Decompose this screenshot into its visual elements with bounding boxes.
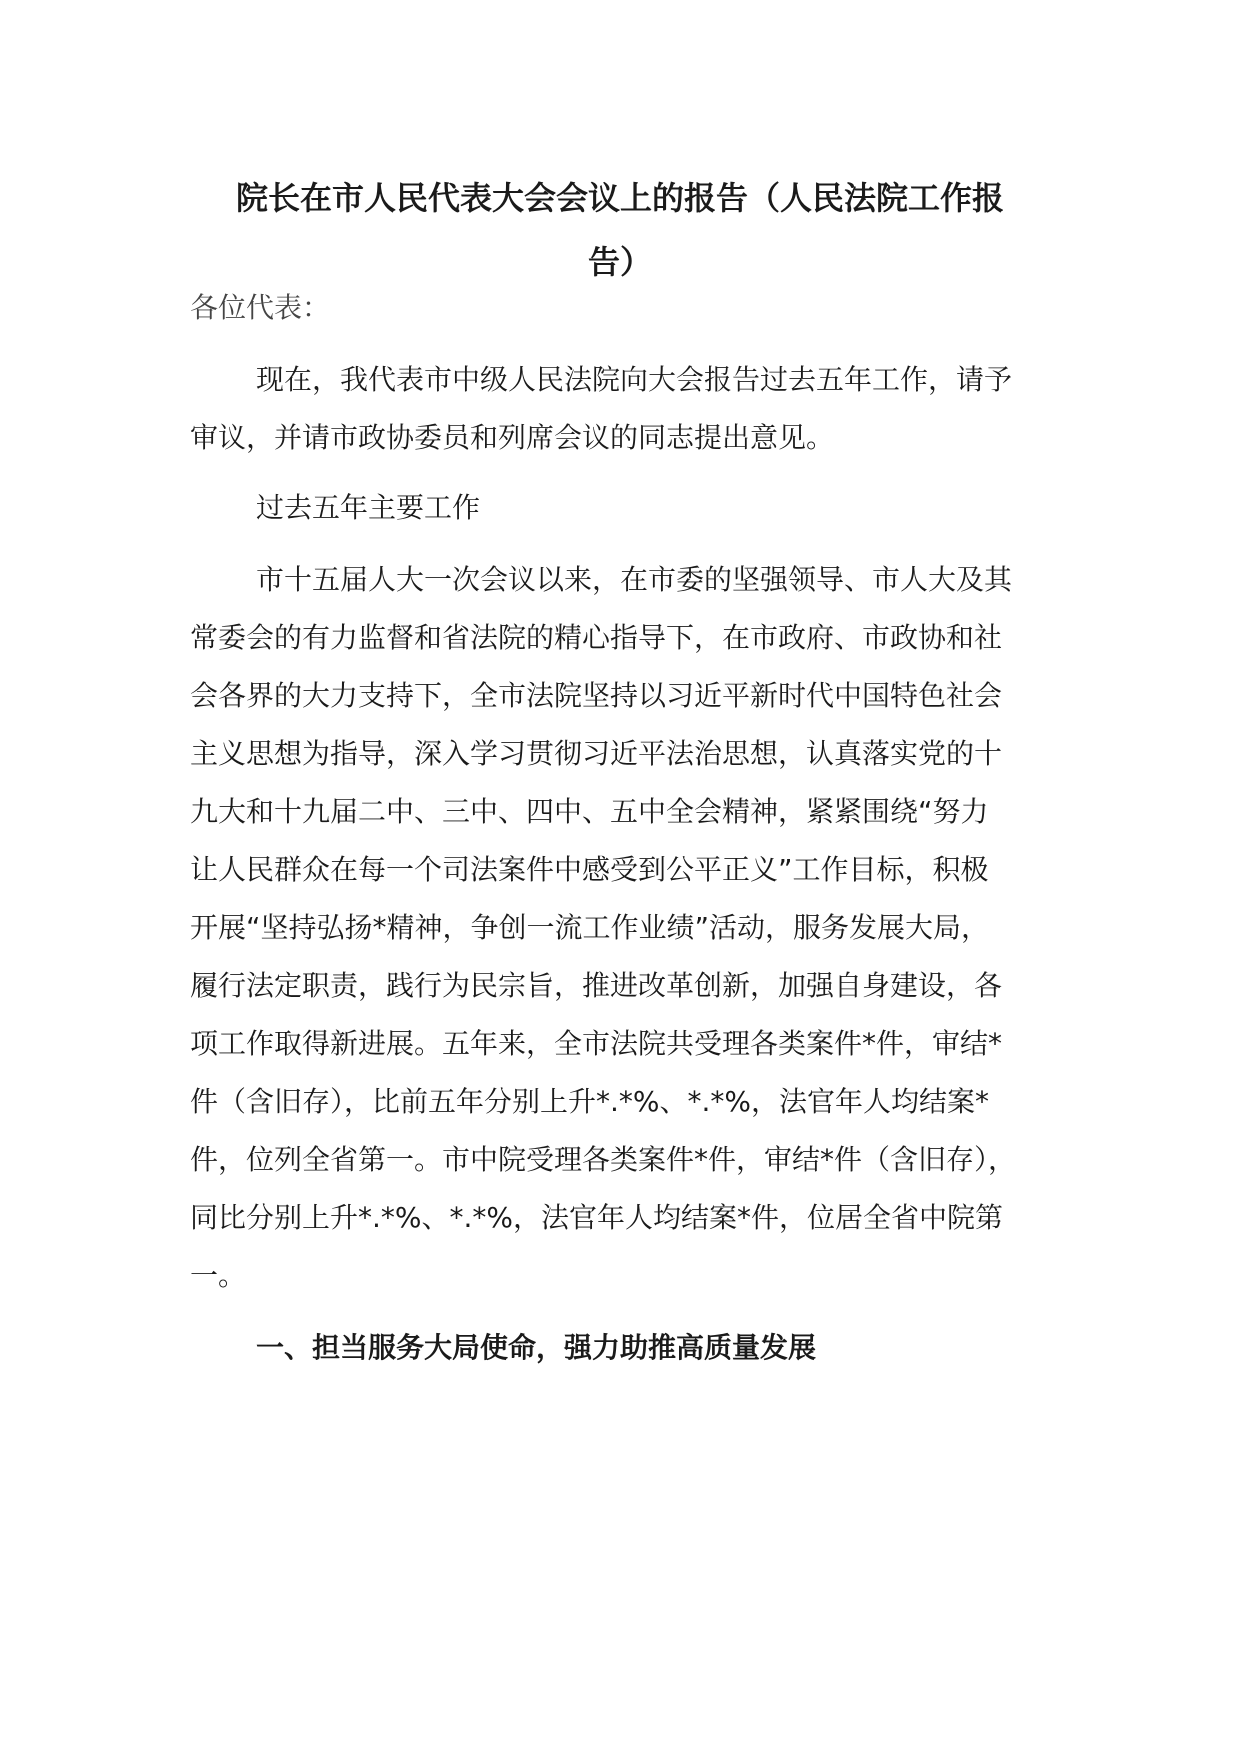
subheading: 过去五年主要工作 <box>256 491 481 524</box>
body-line: 件（含旧存），比前五年分别上升*.*%、*.*%，法官年人均结案* <box>190 1085 990 1118</box>
body-line: 项工作取得新进展。五年来，全市法院共受理各类案件*件，审结* <box>190 1027 1003 1060</box>
body-line: 同比分别上升*.*%、*.*%，法官年人均结案*件，位居全省中院第 <box>190 1201 1004 1234</box>
body-line: 常委会的有力监督和省法院的精心指导下，在市政府、市政协和社 <box>190 621 1003 654</box>
body-line: 会各界的大力支持下，全市法院坚持以习近平新时代中国特色社会 <box>190 679 1003 712</box>
body-line: 件，位列全省第一。市中院受理各类案件*件，审结*件（含旧存）， <box>190 1143 1017 1176</box>
intro-line: 审议，并请市政协委员和列席会议的同志提出意见。 <box>190 421 835 454</box>
intro-line: 现在，我代表市中级人民法院向大会报告过去五年工作，请予 <box>256 363 1013 396</box>
document-title-line-2: 告） <box>587 243 652 281</box>
document-title-line-1: 院长在市人民代表大会会议上的报告（人民法院工作报 <box>235 179 1004 217</box>
body-line: 让人民群众在每一个司法案件中感受到公平正义”工作目标，积极 <box>190 853 989 886</box>
body-line: 开展“坚持弘扬*精神，争创一流工作业绩”活动，服务发展大局， <box>190 911 990 944</box>
body-line: 履行法定职责，践行为民宗旨，推进改革创新，加强自身建设，各 <box>190 969 1003 1002</box>
body-line: 一。 <box>190 1259 247 1292</box>
body-line: 主义思想为指导，深入学习贯彻习近平法治思想，认真落实党的十 <box>190 737 1003 770</box>
section-heading: 一、担当服务大局使命，强力助推高质量发展 <box>256 1331 817 1364</box>
body-line: 九大和十九届二中、三中、四中、五中全会精神，紧紧围绕“努力 <box>190 795 989 828</box>
body-line: 市十五届人大一次会议以来，在市委的坚强领导、市人大及其 <box>256 563 1013 596</box>
salutation: 各位代表： <box>190 291 331 324</box>
